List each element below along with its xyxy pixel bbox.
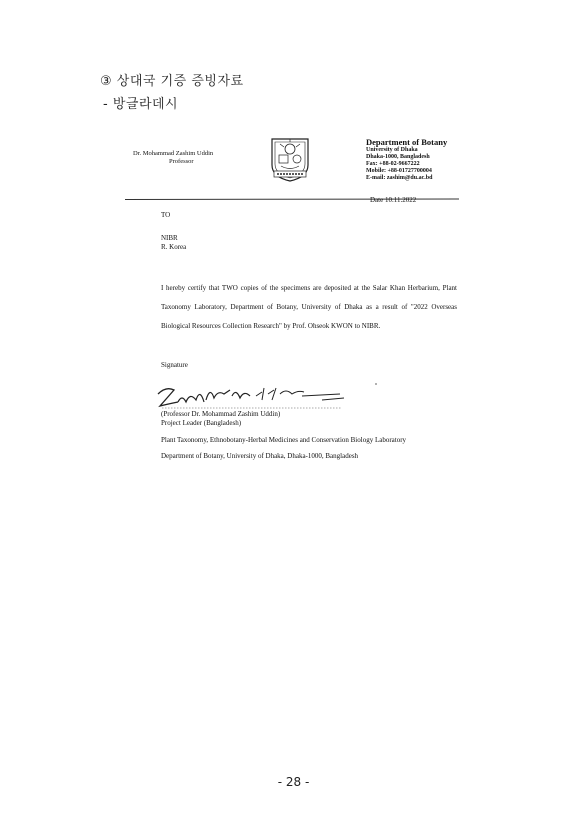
signer-block [161,410,280,428]
department-email: E-mail: zashim@du.ac.bd [366,175,433,181]
letterhead-divider [125,188,459,190]
section-subheading: - 방글라데시 [103,97,179,112]
page-number: - 28 - [277,775,310,789]
scan-speck [375,383,377,385]
university-seal-icon [268,135,312,183]
handwritten-signature [152,380,352,414]
laboratory-name: Plant Taxonomy, Ethnobotany-Herbal Medicines and Conservation Biology Laboratory [161,436,407,444]
section-heading: ③ 상대국 기증 증빙자료 [100,74,244,89]
signer-name: (Professor Dr. Mohammad Zashim Uddin) [161,410,281,418]
signature-label: Signature [161,361,188,369]
department-block [366,137,447,182]
signer-role: Project Leader (Bangladesh) [161,419,242,427]
department-name: Department of Botany [366,137,448,147]
letterhead-sender [133,150,213,166]
department-address-line: Department of Botany, University of Dhaka, Dhaka-1000, Bangladesh [161,452,359,460]
sender-name: Dr. Mohammad Zashim Uddin [133,150,214,157]
recipient-block [161,234,186,252]
university-name: University of Dhaka [366,147,418,153]
department-mobile: Mobile: +88-01727700004 [366,168,432,174]
certification-paragraph: I hereby certify that TWO copies of the specimens are deposited at the Salar Khan Herbarium, Plant Taxonomy Laboratory, Department of Botany, University of Dhaka as a result of "2022 Overseas Biological Resources Collection Research" by Prof. Ohseok KWON to NIBR. [161,284,457,330]
recipient-line-2: R. Korea [161,243,187,251]
to-label: TO [161,211,171,219]
recipient-line-1: NIBR [161,234,178,242]
department-fax: Fax: +88-02-9667222 [366,161,420,167]
department-address: Dhaka-1000, Bangladesh [366,154,430,160]
sender-title: Professor [169,158,194,165]
letter-date: Date 10.11.2022 [370,196,417,204]
